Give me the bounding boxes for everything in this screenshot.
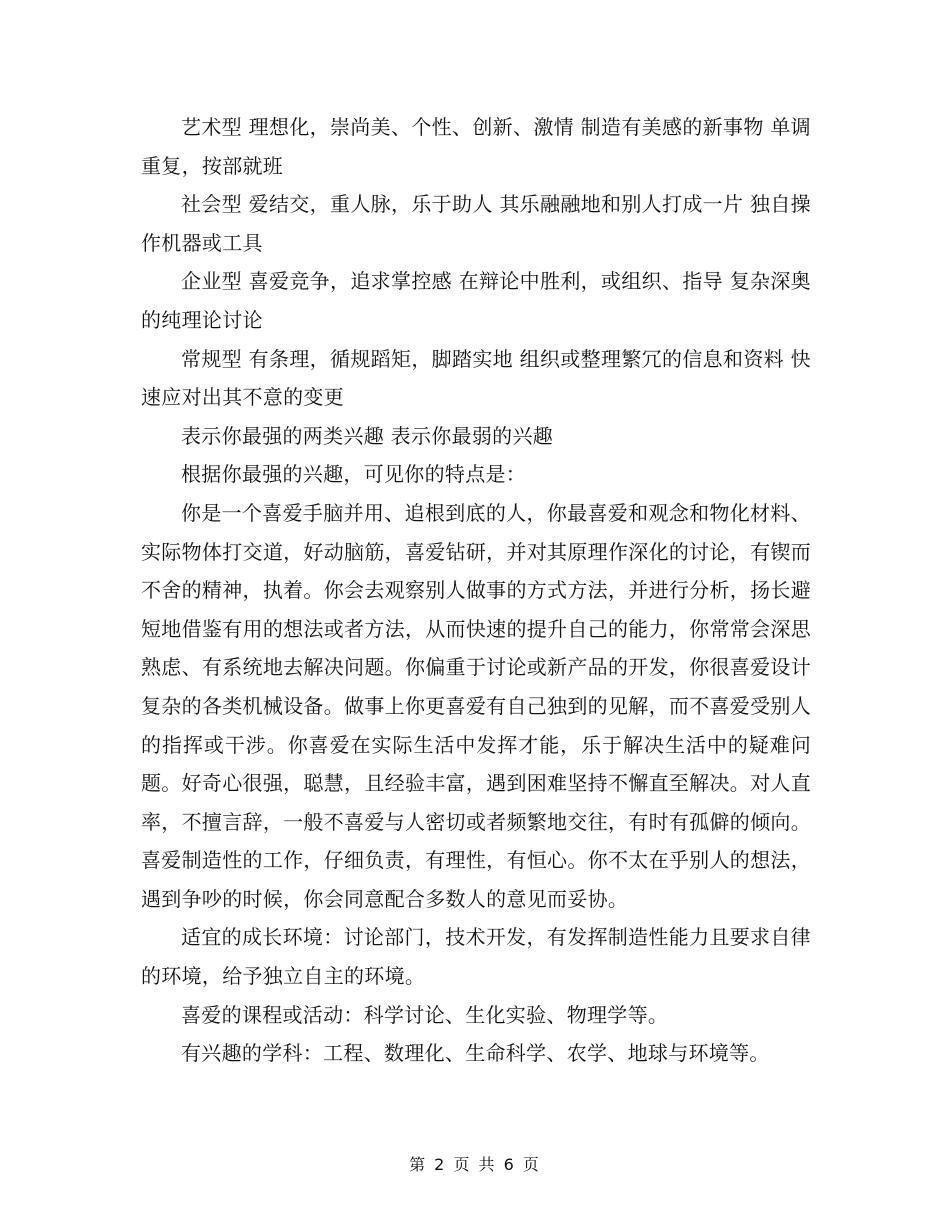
document-body: [141, 108, 811, 1073]
paragraph-artistic-type: 艺术型 理想化，崇尚美、个性、创新、激情 制造有美感的新事物 单调重复，按部就班: [141, 115, 811, 178]
paragraph-enterprising-type: 企业型 喜爱竞争，追求掌控感 在辩论中胜利，或组织、指导 复杂深奥的纯理论讨论: [141, 269, 811, 332]
paragraph-intro: 根据你最强的兴趣，可见你的特点是：: [181, 462, 527, 487]
paragraph-conventional-type: 常规型 有条理，循规蹈矩，脚踏实地 组织或整理繁冗的信息和资料 快速应对出其不意的变更: [141, 346, 811, 410]
paragraph-environment: 适宜的成长环境：讨论部门，技术开发，有发挥制造性能力且要求自律的环境，给予独立自主的环境。: [141, 925, 811, 989]
paragraph-courses: 喜爱的课程或活动：科学讨论、生化实验、物理学等。: [181, 1002, 669, 1027]
page-footer: 第 2 页 共 6 页: [409, 1155, 541, 1174]
paragraph-social-type: 社会型 爱结交，重人脉，乐于助人 其乐融融地和别人打成一片 独自操作机器或工具: [141, 192, 811, 255]
paragraph-legend: 表示你最强的两类兴趣 表示你最弱的兴趣: [181, 423, 554, 448]
paragraph-subjects: 有兴趣的学科：工程、数理化、生命科学、农学、地球与环境等。: [181, 1041, 770, 1066]
paragraph-description: 你是一个喜爱手脑并用、追根到底的人，你最喜爱和观念和物化材料、实际物体打交道，好动脑筋，喜爱钻研，并对其原理作深化的讨论，有锲而不舍的精神，执着。你会去观察别人做事的方式方法，并进行分析，扬长避短地借鉴有用的想法或者方法，从而快速的提升自己的能力，你常常会深思熟虑、有系统地去解决问题。你偏重于讨论或新产品的开发，你很喜爱设计复杂的各类机械设备。做事上你更喜爱有自己独到的见解，而不喜爱受别人的指挥或干涉。你喜爱在实际生活中发挥才能，乐于解决生活中的疑难问题。好奇心很强，聪慧，且经验丰富，遇到困难坚持不懈直至解决。对人直率，不擅言辞，一般不喜爱与人密切或者频繁地交往，有时有孤僻的倾向。喜爱制造性的工作，仔细负责，有理性，有恒心。你不太在乎别人的想法，遇到争吵的时候，你会同意配合多数人的意见而妥协。: [141, 500, 811, 911]
